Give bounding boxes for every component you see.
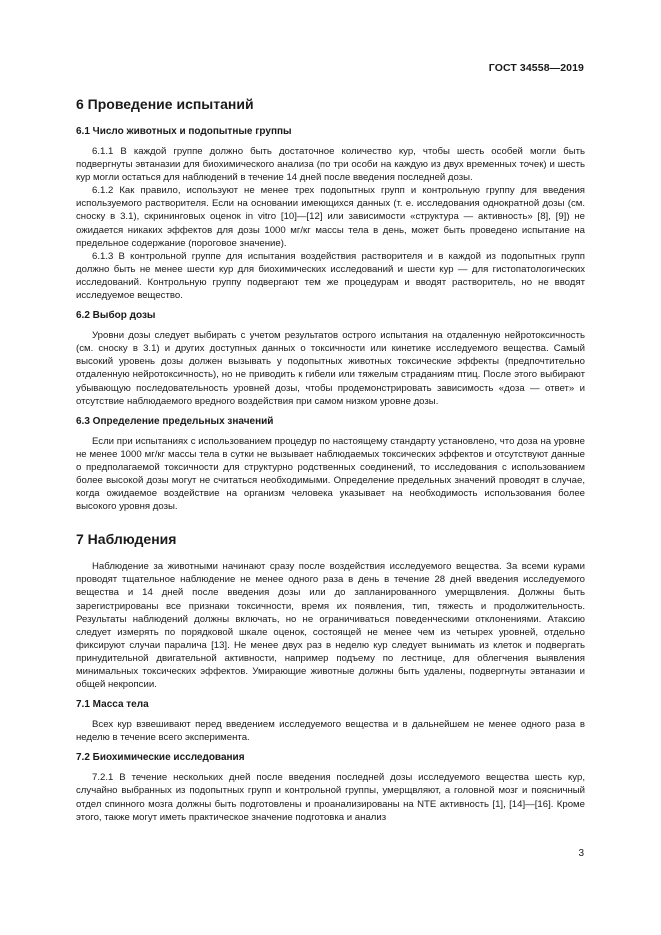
spacer (76, 744, 585, 752)
section-7-heading: 7 Наблюдения (76, 531, 177, 548)
spacer (76, 408, 585, 416)
section-7-1-heading: 7.1 Масса тела (76, 699, 149, 711)
paragraph-6-1-1: 6.1.1 В каждой группе должно быть достаточное количество кур, чтобы шесть особей могли быть подвергнуты эвтаназии для биохимического анализа (по три особи на каждую из двух временных точек) и шесть кур могли остаться для наблюдений в течение 14 дней после введения последней дозы. (76, 146, 585, 184)
section-6-1-heading: 6.1 Число животных и подопытные группы (76, 126, 292, 137)
section-6-heading: 6 Проведение испытаний (76, 96, 254, 112)
paragraph-7-1: Всех кур взвешивают перед введением исследуемого вещества и в дальнейшем не менее одного раза в неделю в течение всего эксперимента. (76, 719, 585, 744)
paragraph-6-1-3: 6.1.3 В контрольной группе для испытания воздействия растворителя и в каждой из подопытных групп должно быть не менее шести кур для биохимических исследований и шести кур — для гистопатологических исследований. Контрольную группу подвергают тем же процедурам и вводят растворитель, но не вводят исследуемое вещество. (76, 250, 585, 302)
section-6-2-heading: 6.2 Выбор дозы (76, 310, 156, 322)
spacer (76, 302, 585, 310)
paragraph-6-2: Уровни дозы следует выбирать с учетом результатов острого испытания на отдаленную нейротоксичность (см. сноску в 3.1) и других доступных данных о токсичности или кинетике исследуемого вещества. Самый высокий уровень дозы должен вызывать у подопытных животных токсические эффекты (предпочтительно отдаленную нейротоксичность), но не приводить к гибели или тяжелым страданиям птиц. После этого выбирают убывающую последовательность уровней дозы, чтобы продемонстрировать зависимость «доза — ответ» и отсутствие наблюдаемого вредного воздействия при самом низком уровне дозы. (76, 330, 585, 407)
section-6-3-heading: 6.3 Определение предельных значений (76, 415, 274, 427)
paragraph-7: Наблюдение за животными начинают сразу после воздействия исследуемого вещества. За всеми курами проводят тщательное наблюдение не менее одного раза в день в течение 28 дней введения исследуемого вещества и 14 дней после введения дозы или до запланированного умерщвления. Должны быть зарегистрированы все признаки токсичности, время их появления, тип, тяжесть и продолжительность. Результаты наблюдений должны включать, но не ограничиваться поведенческими отклонениями. Атаксию следует измерять по порядковой шкале оценок, состоящей не менее чем из четырех уровней, отдельно фиксируют случаи паралича [13]. Не менее двух раз в неделю кур следует вынимать из клеток и подвергать принудительной двигательной активности, например подъему по лестнице, для облегчения выявления минимальных токсических эффектов. Умирающие животные должны быть удалены, подвергнуты эвтаназии и общей некропсии. (76, 561, 585, 691)
spacer (76, 691, 585, 699)
paragraph-6-3: Если при испытаниях с использованием процедур по настоящему стандарту установлено, что доза на уровне не менее 1000 мг/кг массы тела в сутки не вызывает наблюдаемых токсических эффектов и отсутствуют данные о предполагаемой токсичности для структурно родственных соединений, то исследования с использованием более высокой дозы могут не считаться необходимыми. Определение предельных значений проводят в случае, когда ожидаемое воздействие на организм человека указывает на необходимость использования более высокого уровня дозы. (76, 435, 585, 513)
section-7-2-heading: 7.2 Биохимические исследования (76, 752, 245, 764)
standard-designation: ГОСТ 34558—2019 (488, 62, 584, 74)
paragraph-6-1-2: 6.1.2 Как правило, используют не менее трех подопытных групп и контрольную группу для введения используемого растворителя. Если на основании имеющихся данных (т. е. исследования однократной дозы (см. сноску в 3.1), скрининговых оценок in vitro [10]—[12] или зависимости «структура — активность» [8], [9]) не ожидается никаких эффектов для дозы 1000 мг/кг массы тела в день, может быть проведено испытание на предельное содержание (пороговое значение). (76, 185, 585, 249)
page-number: 3 (578, 848, 584, 859)
paragraph-7-2-1: 7.2.1 В течение нескольких дней после введения последней дозы исследуемого вещества шесть кур, случайно выбранных из подопытных групп и контрольной группы, умерщвляют, а головной мозг и поясничный отдел спинного мозга должны быть подготовлены и проанализированы на NTE активность [1], [14]—[16]. Кроме этого, также могут иметь практическое значение подготовка и анализ (76, 772, 585, 823)
page-content (76, 96, 585, 824)
